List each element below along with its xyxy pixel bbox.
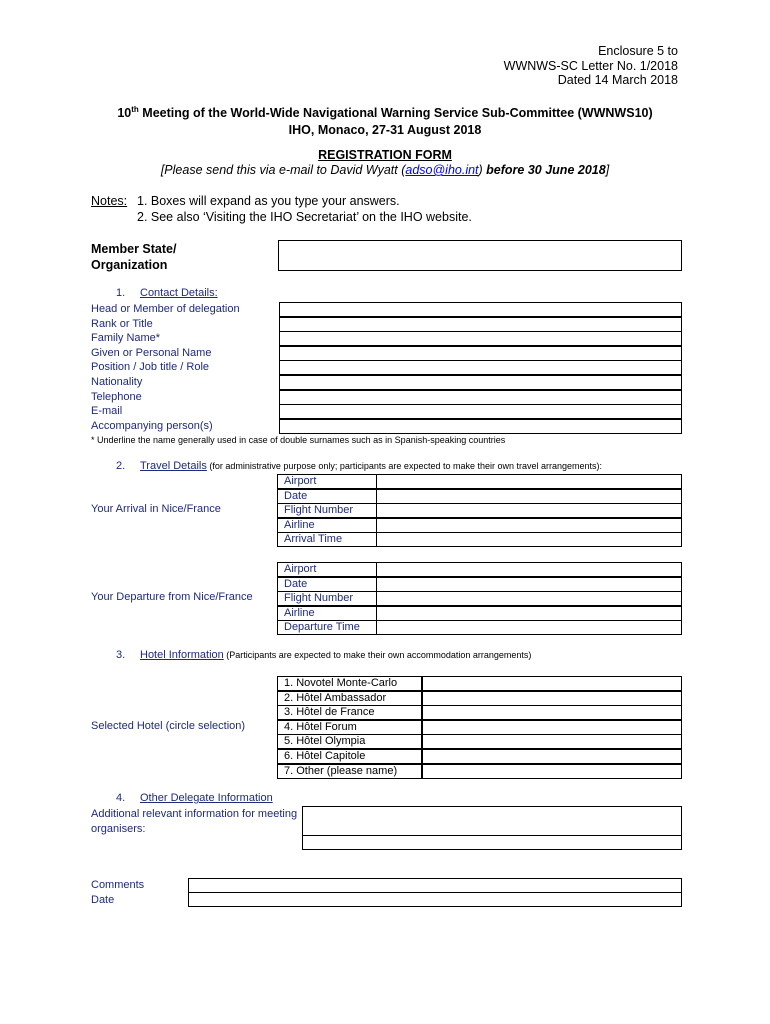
travel-field-input[interactable] — [376, 577, 682, 592]
comments-field[interactable] — [188, 878, 682, 893]
contact-field-label: Rank or Title — [91, 318, 153, 330]
meeting-location: IHO, Monaco, 27-31 August 2018 — [288, 123, 482, 138]
contact-field-input[interactable] — [279, 360, 682, 375]
section-number: 3. — [116, 649, 126, 661]
contact-field-label: Given or Personal Name — [91, 347, 212, 359]
member-state-label — [91, 241, 176, 273]
additional-info-label — [91, 807, 297, 837]
member-state-label-line: Organization — [91, 258, 168, 272]
travel-field-label: Airport — [277, 474, 377, 489]
instructions-prefix: [Please send this via e-mail to David Wyatt ( — [160, 163, 406, 177]
travel-field-input[interactable] — [376, 503, 682, 518]
hotel-option-input[interactable] — [422, 676, 682, 691]
contact-section-heading — [116, 287, 218, 299]
meeting-title — [0, 101, 770, 139]
travel-field-label: Airline — [277, 518, 377, 533]
contact-field-input[interactable] — [279, 404, 682, 419]
date-label: Date — [91, 894, 115, 906]
section-note: (for administrative purpose only; participants are expected to make their own travel arrangements): — [206, 461, 603, 471]
additional-info-field[interactable] — [302, 806, 682, 836]
travel-field-input[interactable] — [376, 489, 682, 504]
travel-field-input[interactable] — [376, 532, 682, 547]
meeting-name: Meeting of the World-Wide Navigational Warning Service Sub-Committee (WWNWS10) — [138, 106, 653, 121]
hotel-option-input[interactable] — [422, 749, 682, 764]
enclosure-reference — [504, 44, 678, 88]
hotel-option-input[interactable] — [422, 764, 682, 779]
travel-field-label: Departure Time — [277, 620, 377, 635]
contact-field-label: E-mail — [91, 405, 123, 417]
contact-field-input[interactable] — [279, 302, 682, 317]
additional-info-field-extra[interactable] — [302, 835, 682, 850]
hotel-option[interactable]: 1. Novotel Monte-Carlo — [277, 676, 422, 691]
contact-field-label: Telephone — [91, 391, 142, 403]
hotel-option[interactable]: 4. Hôtel Forum — [277, 720, 422, 735]
contact-field-input[interactable] — [279, 346, 682, 361]
section-title: Contact Details: — [140, 287, 218, 299]
travel-field-input[interactable] — [376, 518, 682, 533]
contact-field-input[interactable] — [279, 390, 682, 405]
section-title: Travel Details — [140, 460, 207, 472]
hotel-option-input[interactable] — [422, 705, 682, 720]
contact-field-label: Head or Member of delegation — [91, 303, 240, 315]
section-note: (Participants are expected to make their own accommodation arrangements) — [223, 650, 532, 660]
contact-field-label: Accompanying person(s) — [91, 420, 213, 432]
note-item: 1. Boxes will expand as you type your answers. — [137, 194, 400, 208]
email-link[interactable]: adso@iho.int — [405, 163, 479, 177]
travel-field-label: Flight Number — [277, 591, 377, 606]
travel-section-heading — [116, 460, 602, 472]
arrival-label: Your Arrival in Nice/France — [91, 503, 221, 515]
hotel-option-input[interactable] — [422, 691, 682, 706]
travel-field-input[interactable] — [376, 606, 682, 621]
hotel-option[interactable]: 6. Hôtel Capitole — [277, 749, 422, 764]
additional-info-label-line: Additional relevant information for meeting — [91, 808, 298, 820]
enclosure-date: Dated 14 March 2018 — [557, 73, 678, 87]
hotel-option[interactable]: 5. Hôtel Olympia — [277, 734, 422, 749]
deadline-text: before 30 June 2018 — [486, 163, 606, 177]
instructions-mid: ) — [478, 163, 487, 177]
hotel-option[interactable]: 7. Other (please name) — [277, 764, 422, 779]
departure-label: Your Departure from Nice/France — [91, 591, 253, 603]
contact-field-label: Position / Job title / Role — [91, 361, 210, 373]
section-title: Other Delegate Information — [140, 792, 273, 804]
note-item: 2. See also ‘Visiting the IHO Secretariat’ on the IHO website. — [137, 210, 472, 224]
enclosure-line: Enclosure 5 to — [598, 44, 678, 58]
travel-field-input[interactable] — [376, 620, 682, 635]
other-info-section-heading — [116, 792, 273, 804]
hotel-option-input[interactable] — [422, 720, 682, 735]
selected-hotel-label: Selected Hotel (circle selection) — [91, 720, 246, 732]
member-state-label-line: Member State/ — [91, 242, 177, 256]
travel-field-input[interactable] — [376, 562, 682, 577]
instructions-suffix: ] — [605, 163, 610, 177]
contact-field-input[interactable] — [279, 331, 682, 346]
comments-label: Comments — [91, 879, 145, 891]
section-number: 1. — [116, 287, 126, 299]
travel-field-label: Date — [277, 489, 377, 504]
contact-field-label: Family Name* — [91, 332, 161, 344]
additional-info-label-line: organisers: — [91, 823, 146, 835]
meeting-ordinal-suffix: th — [131, 105, 139, 114]
section-title: Hotel Information — [140, 649, 224, 661]
enclosure-letter-number: WWNWS-SC Letter No. 1/2018 — [503, 58, 678, 73]
hotel-section-heading — [116, 649, 531, 661]
travel-field-label: Airline — [277, 606, 377, 621]
travel-field-label: Date — [277, 577, 377, 592]
contact-field-input[interactable] — [279, 317, 682, 332]
hotel-option[interactable]: 3. Hôtel de France — [277, 705, 422, 720]
travel-field-label: Flight Number — [277, 503, 377, 518]
meeting-ordinal: 10 — [117, 106, 132, 121]
section-number: 4. — [116, 792, 126, 804]
section-number: 2. — [116, 460, 126, 472]
hotel-option-input[interactable] — [422, 734, 682, 749]
hotel-option[interactable]: 2. Hôtel Ambassador — [277, 691, 422, 706]
contact-field-input[interactable] — [279, 375, 682, 390]
date-field[interactable] — [188, 892, 682, 907]
travel-field-label: Airport — [277, 562, 377, 577]
member-state-field[interactable] — [278, 240, 682, 271]
travel-field-label: Arrival Time — [277, 532, 377, 547]
notes-label: Notes: — [91, 194, 128, 208]
contact-field-input[interactable] — [279, 419, 682, 434]
form-instructions — [0, 163, 770, 177]
surname-footnote: * Underline the name generally used in case of double surnames such as in Spanish-speaking countries — [91, 435, 506, 445]
contact-field-label: Nationality — [91, 376, 143, 388]
travel-field-input[interactable] — [376, 591, 682, 606]
travel-field-input[interactable] — [376, 474, 682, 489]
form-title: REGISTRATION FORM — [318, 148, 452, 162]
